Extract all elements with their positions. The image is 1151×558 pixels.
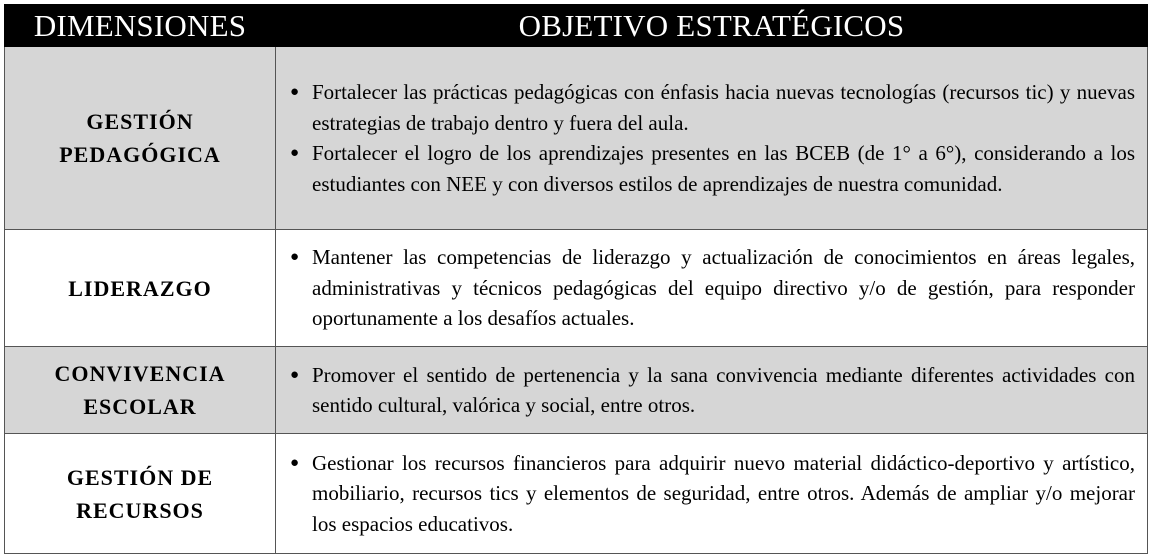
table-row-liderazgo xyxy=(5,230,1148,347)
objective-text: Gestionar los recursos financieros para adquirir nuevo material didáctico-deportivo y artístico, mobiliario, recursos tics y elementos de seguridad, entre otros. Además de ampliar y/o mejorar los espacios educativos. xyxy=(312,450,1135,536)
objectives-cell xyxy=(276,47,1148,230)
objectives-list xyxy=(290,77,1135,199)
dimension-label-line: GESTIÓN DE xyxy=(66,464,214,490)
strategic-objectives-table-container xyxy=(4,4,1147,554)
objectives-list xyxy=(290,448,1135,540)
dimension-cell xyxy=(5,347,276,434)
objectives-cell xyxy=(276,434,1148,554)
dimension-cell xyxy=(5,434,276,554)
header-dimensions: DIMENSIONES xyxy=(5,5,276,47)
bullet-icon: ● xyxy=(290,84,300,100)
dimension-cell xyxy=(5,47,276,230)
table-row-convivencia-escolar xyxy=(5,347,1148,434)
strategic-objectives-table xyxy=(4,4,1148,554)
table-row-gestion-pedagogica xyxy=(5,47,1148,230)
bullet-icon: ● xyxy=(290,249,300,266)
dimension-label-line: GESTIÓN xyxy=(86,109,194,134)
objective-text: Fortalecer las prácticas pedagógicas con énfasis hacia nuevas tecnologías (recursos tic) y nuevas estrategias de trabajo dentro y fuera del aula. xyxy=(312,80,1135,135)
bullet-icon: ● xyxy=(290,145,300,161)
dimension-label-line: RECURSOS xyxy=(76,497,204,523)
dimension-label-line: ESCOLAR xyxy=(83,394,197,419)
objectives-list xyxy=(290,242,1135,334)
dimension-label-line: PEDAGÓGICA xyxy=(59,142,221,167)
objectives-cell xyxy=(276,230,1148,347)
table-header-row xyxy=(5,5,1148,47)
objectives-list xyxy=(290,360,1135,421)
objective-text: Promover el sentido de pertenencia y la sana convivencia mediante diferentes actividades con sentido cultural, valórica y social, entre otros. xyxy=(312,362,1135,417)
objective-item xyxy=(290,77,1135,138)
objective-item xyxy=(290,360,1135,421)
header-objectives: OBJETIVO ESTRATÉGICOS xyxy=(276,5,1148,47)
dimension-cell xyxy=(5,230,276,347)
dimension-label-line: CONVIVENCIA xyxy=(54,361,226,386)
objectives-cell xyxy=(276,347,1148,434)
objective-item xyxy=(290,138,1135,199)
objective-item xyxy=(290,448,1135,540)
table-row-gestion-de-recursos xyxy=(5,434,1148,554)
objective-text: Fortalecer el logro de los aprendizajes presentes en las BCEB (de 1° a 6°), considerando a los estudiantes con NEE y con diversos estilos de aprendizajes de nuestra comunidad. xyxy=(312,141,1135,196)
dimension-label-line: LIDERAZGO xyxy=(68,275,212,301)
objective-item xyxy=(290,242,1135,334)
bullet-icon: ● xyxy=(290,366,300,383)
bullet-icon: ● xyxy=(290,454,300,471)
objective-text: Mantener las competencias de liderazgo y actualización de conocimientos en áreas legales, administrativas y técnicos pedagógicas del equipo directivo y/o de gestión, para responder oportunamente a los desafíos actuales. xyxy=(312,245,1135,331)
